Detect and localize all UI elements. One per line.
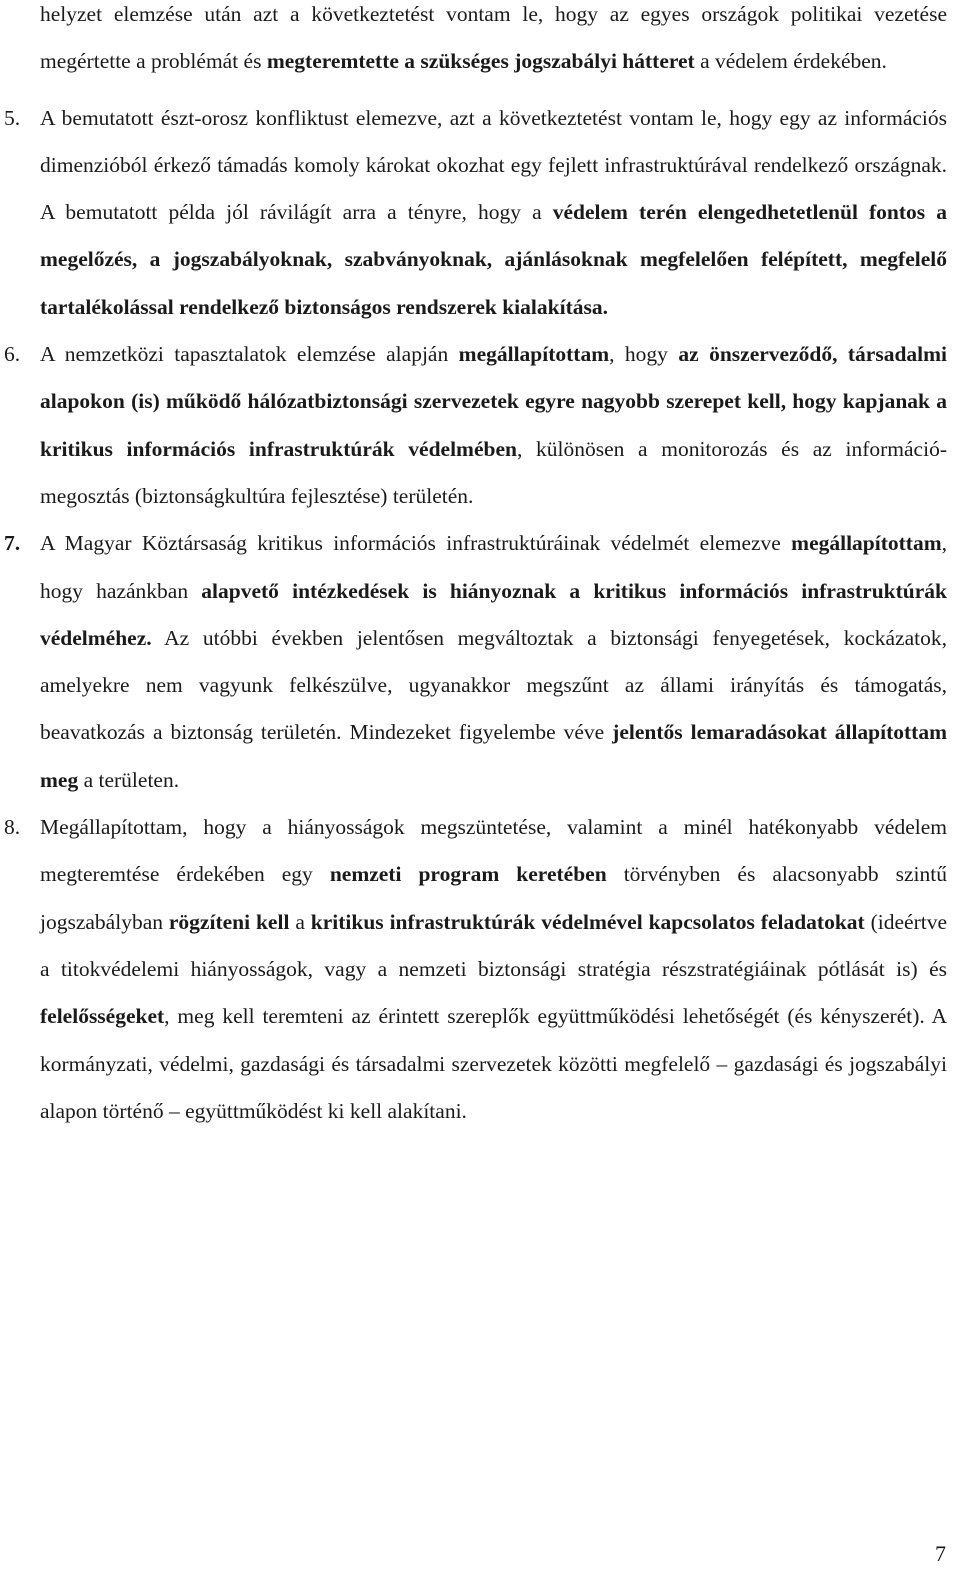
- document-body: [4, 0, 948, 1135]
- bold-run: nemzeti program keretében: [329, 862, 607, 887]
- para-text: [40, 815, 947, 1123]
- paragraph-number: 5.: [4, 105, 21, 130]
- paragraph-5: [4, 95, 948, 331]
- paragraph-7: [4, 520, 947, 804]
- bold-run: megállapítottam: [458, 342, 610, 367]
- bold-run: az önszerveződő, társadalmi alapokon (is) működő hálózatbiztonsági szervezetek egyre nagyobb szerepet kell, hogy kapjanak a kritikus információs infrastruktúrák védelmében: [40, 342, 948, 461]
- paragraph-number: 7.: [4, 531, 21, 556]
- paragraph-number: 8.: [4, 815, 21, 840]
- text-run: A Magyar Köztársaság kritikus információs infrastruktúráinak védelmét elemezve: [40, 531, 792, 556]
- text-run: A nemzetközi tapasztalatok elemzése alapján: [40, 342, 459, 367]
- para-text: [40, 106, 947, 319]
- para-text: [40, 2, 947, 73]
- text-run: a: [289, 909, 311, 934]
- text-run: a védelem érdekében.: [694, 49, 887, 74]
- text-run: Megállapítottam, hogy a hiányosságok megszüntetése, valamint a minél hatékonyabb védelem megteremtése érdekében egy: [40, 815, 947, 887]
- bold-run: alapvető intézkedések is hiányoznak a kritikus információs infrastruktúrák védelméhez.: [40, 578, 947, 650]
- text-run: helyzet elemzése után azt a következtetést vontam le, hogy az egyes országok politikai vezetése megértette a problémát és: [40, 2, 947, 74]
- text-run: a területen.: [78, 767, 180, 792]
- bold-run: kritikus infrastruktúrák védelmével kapcsolatos feladatokat: [310, 909, 865, 934]
- paragraph-number: 6.: [4, 342, 21, 367]
- bold-run: rögzíteni kell: [168, 909, 290, 934]
- paragraph-continuation: [40, 0, 947, 86]
- text-run: A bemutatott észt-orosz konfliktust elemezve, azt a következtetést vontam le, hogy egy az információs dimenzióból érkező támadás komoly károkat okozhat egy fejlett infrastruktúrával rendelkező országnak. A bemutatott példa jól rávilágít arra a tényre, hogy a: [40, 105, 947, 225]
- bold-run: megteremtette a szükséges jogszabályi hátteret: [266, 49, 695, 74]
- bold-run: védelem terén elengedhetetlenül fontos a megelőzés, a jogszabályoknak, szabványoknak, ajánlásoknak megfelelően felépített, megfelelő tartalékolással rendelkező biztonságos rendszerek kialakítása.: [40, 200, 948, 319]
- bold-run: megállapítottam: [791, 531, 942, 556]
- para-text: [40, 531, 947, 791]
- bold-run: felelősségeket: [40, 1004, 165, 1029]
- text-run: (ideértve a titokvédelemi hiányosságok, vagy a nemzeti biztonsági stratégia részstratégiáinak pótlását is) és: [40, 909, 948, 981]
- text-run: , hogy: [609, 342, 679, 367]
- text-run: , meg kell teremteni az érintett szereplők együttműködési lehetőségét (és kényszerét). A kormányzati, védelmi, gazdasági és társadalmi szervezetek közötti megfelelő – gazdasági és jogszabályi alapon történő – együttműködést ki kell alakítani.: [40, 1004, 947, 1123]
- text-run: , hogy hazánkban: [40, 531, 947, 603]
- text-run: , különösen a monitorozás és az információ-megosztás (biztonságkultúra fejlesztése) területén.: [40, 436, 947, 508]
- paragraph-8: [4, 804, 948, 1135]
- para-text: [40, 342, 947, 508]
- text-run: törvényben és alacsonyabb szintű jogszabályban: [40, 862, 947, 934]
- bold-run: jelentős lemaradásokat állapítottam meg: [40, 720, 947, 792]
- text-run: Az utóbbi években jelentősen megváltoztak a biztonsági fenyegetések, kockázatok, amelyekre nem vagyunk felkészülve, ugyanakkor megszűnt az állami irányítás és támogatás, beavatkozás a biztonság területén. Mindezeket figyelembe véve: [40, 625, 947, 745]
- paragraph-6: [4, 331, 948, 520]
- page-number: 7: [935, 1541, 946, 1566]
